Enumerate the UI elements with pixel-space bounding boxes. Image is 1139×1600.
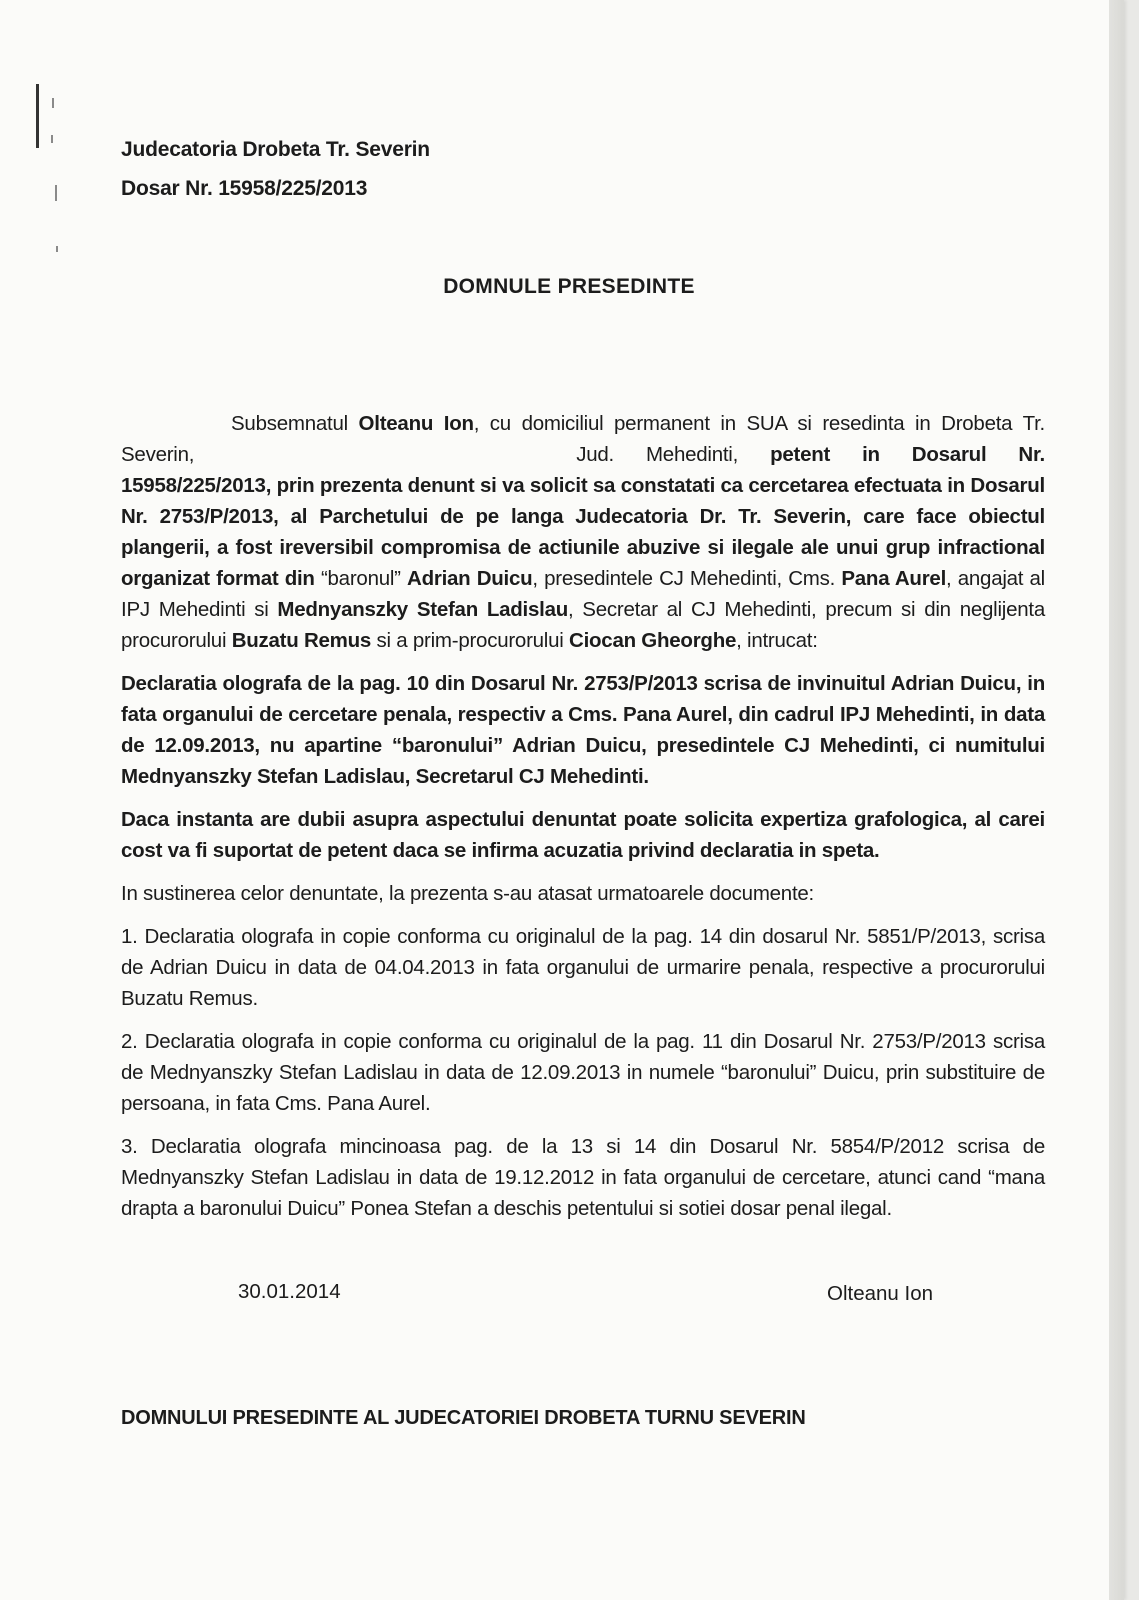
page-title: DOMNULE PRESEDINTE [443,275,695,298]
attachment-item: 1. Declaratia olografa in copie conforma cu originalul de la pag. 14 din dosarul Nr. 5851/P/2013, scrisa de Adrian Duicu in data de 04.04.2013 in fata organului de urmarire penala, respective a procurorului Buzatu Remus. [121,925,1045,1010]
paragraph-declaration: Declaratia olografa de la pag. 10 din Dosarul Nr. 2753/P/2013 scrisa de invinuitul Adrian Duicu, in fata organului de cercetare penala, respectiv a Cms. Pana Aurel, din cadrul IPJ Mehedinti, in data de 12.09.2013, nu apartine “baronului” Adrian Duicu, presedintele CJ Mehedinti, ci numitului Mednyanszky Stefan Ladislau, Secretarul CJ Mehedinti. [121,672,1045,788]
document-date: 30.01.2014 [238,1280,341,1303]
paragraph-expertise: Daca instanta are dubii asupra aspectului denuntat poate solicita expertiza grafologica, al carei cost va fi suportat de petent daca se infirma acuzatia privind declaratia in speta. [121,808,1045,862]
signature-name: Olteanu Ion [827,1282,933,1305]
scan-mark [36,84,39,148]
scan-speck [52,98,54,108]
scan-speck [55,185,57,201]
scan-speck [56,246,58,252]
document-body [121,408,1045,1236]
scan-speck [51,135,53,143]
scan-edge [1109,0,1124,1600]
court-name: Judecatoria Drobeta Tr. Severin [121,138,430,161]
addressee-footer: DOMNULUI PRESEDINTE AL JUDECATORIEI DROBETA TURNU SEVERIN [121,1407,806,1429]
case-number: Dosar Nr. 15958/225/2013 [121,177,368,200]
attachment-item: 2. Declaratia olografa in copie conforma cu originalul de la pag. 11 din Dosarul Nr. 2753/P/2013 scrisa de Mednyanszky Stefan Ladislau in data de 12.09.2013 in numele “baronului” Duicu, prin substituire de persoana, in fata Cms. Pana Aurel. [121,1030,1045,1115]
attachment-item: 3. Declaratia olografa mincinoasa pag. de la 13 si 14 din Dosarul Nr. 5854/P/2012 scrisa de Mednyanszky Stefan Ladislau in data de 19.12.2012 in fata organului de cercetare, atunci cand “mana drapta a baronului Duicu” Ponea Stefan a deschis petentului si sotiei dosar penal ilegal. [121,1135,1045,1220]
paragraph-intro: Subsemnatul Olteanu Ion, cu domiciliul permanent in SUA si resedinta in Drobeta Tr. Severin, Jud. Mehedinti, petent in Dosarul Nr. 15958/225/2013, prin prezenta denunt si va solicit sa constatati ca cercetarea efectuata in Dosarul Nr. 2753/P/2013, al Parchetului de pe langa Judecatoria Dr. Tr. Severin, care face obiectul plangerii, a fost ireversibil compromisa de actiunile abuzive si ilegale ale unui grup infractional organizat format din “baronul” Adrian Duicu, presedintele CJ Mehedinti, Cms. Pana Aurel, angajat al IPJ Mehedinti si Mednyanszky Stefan Ladislau, Secretar al CJ Mehedinti, precum si din neglijenta procurorului Buzatu Remus si a prim-procurorului Ciocan Gheorghe, intrucat: [121,412,1045,652]
paragraph-attachments-intro: In sustinerea celor denuntate, la prezenta s-au atasat urmatoarele documente: [121,882,814,905]
